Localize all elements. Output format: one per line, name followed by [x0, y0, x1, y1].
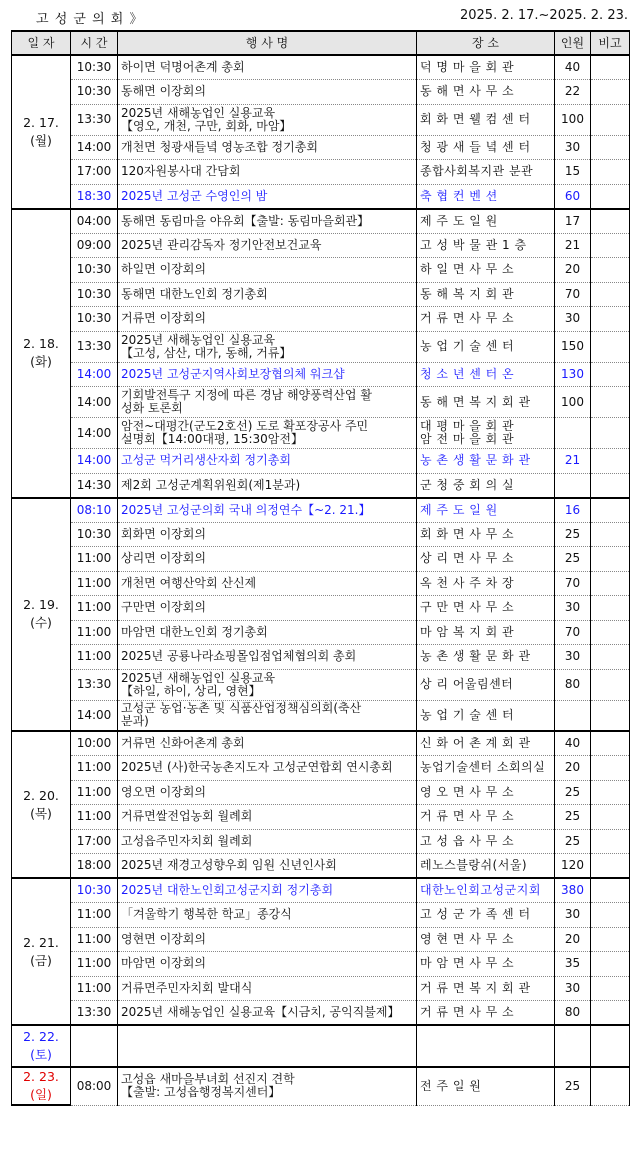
note-cell	[591, 307, 630, 332]
note-cell	[591, 498, 630, 523]
count-cell: 17	[555, 209, 591, 234]
place-cell: 레노스블랑쉬(서울)	[417, 854, 555, 879]
count-cell: 80	[555, 669, 591, 700]
event-cell: 2025년 고성군의회 국내 의정연수【~2. 21.】	[118, 498, 417, 523]
date-cell: 2. 22. (토)	[12, 1025, 71, 1067]
count-cell	[555, 700, 591, 731]
place-cell: 신 화 어 촌 계 회 관	[417, 731, 555, 756]
count-cell: 130	[555, 362, 591, 387]
table-row	[12, 731, 630, 756]
table-row	[12, 449, 630, 474]
note-cell	[591, 160, 630, 185]
time-cell: 11:00	[71, 903, 118, 928]
place-cell: 고 성 군 가 족 센 터	[417, 903, 555, 928]
note-cell	[591, 976, 630, 1001]
place-cell: 고 성 박 물 관 1 층	[417, 233, 555, 258]
note-cell	[591, 952, 630, 977]
event-cell: 2025년 고성군 수영인의 밤	[118, 184, 417, 209]
place-cell: 청 광 새 들 녘 센 터	[417, 135, 555, 160]
count-cell: 120	[555, 854, 591, 879]
table-row	[12, 854, 630, 879]
note-cell	[591, 258, 630, 283]
place-cell: 거 류 면 사 무 소	[417, 1001, 555, 1026]
note-cell	[591, 418, 630, 449]
time-cell: 10:30	[71, 307, 118, 332]
time-cell: 11:00	[71, 620, 118, 645]
time-cell: 10:30	[71, 878, 118, 903]
table-row	[12, 387, 630, 418]
note-cell	[591, 620, 630, 645]
time-cell: 11:00	[71, 952, 118, 977]
date-cell: 2. 17. (월)	[12, 55, 71, 209]
date-cell: 2. 18. (화)	[12, 209, 71, 498]
event-cell: 고성군 먹거리생산자회 정기총회	[118, 449, 417, 474]
event-cell: 거류면쌀전업농회 월례회	[118, 805, 417, 830]
table-row	[12, 522, 630, 547]
note-cell	[591, 669, 630, 700]
place-cell: 축 협 컨 벤 션	[417, 184, 555, 209]
table-row	[12, 282, 630, 307]
event-cell: 하이면 덕명어촌계 총회	[118, 55, 417, 80]
note-cell	[591, 233, 630, 258]
table-row	[12, 756, 630, 781]
count-cell: 25	[555, 522, 591, 547]
note-cell	[591, 571, 630, 596]
time-cell: 10:30	[71, 522, 118, 547]
event-cell: 거류면 이장회의	[118, 307, 417, 332]
event-cell: 2025년 재경고성향우회 임원 신년인사회	[118, 854, 417, 879]
count-cell: 30	[555, 903, 591, 928]
count-cell	[555, 473, 591, 498]
time-cell: 11:00	[71, 927, 118, 952]
event-cell: 동해면 이장회의	[118, 80, 417, 105]
time-cell: 14:00	[71, 387, 118, 418]
table-row	[12, 1001, 630, 1026]
note-cell	[591, 805, 630, 830]
event-cell: 「겨울학기 행복한 학교」종강식	[118, 903, 417, 928]
place-cell: 거 류 면 사 무 소	[417, 307, 555, 332]
count-cell: 30	[555, 135, 591, 160]
table-row	[12, 55, 630, 80]
event-cell: 제2회 고성군계획위원회(제1분과)	[118, 473, 417, 498]
event-cell: 암전~대평간(군도2호선) 도로 확포장공사 주민 설명회【14:00대평, 15:30암전】	[118, 418, 417, 449]
time-cell: 04:00	[71, 209, 118, 234]
note-cell	[591, 645, 630, 670]
note-cell	[591, 854, 630, 879]
note-cell	[591, 135, 630, 160]
table-row	[12, 878, 630, 903]
time-cell: 10:00	[71, 731, 118, 756]
count-cell: 100	[555, 387, 591, 418]
event-cell: 동해면 대한노인회 정기총회	[118, 282, 417, 307]
place-cell: 대한노인회고성군지회	[417, 878, 555, 903]
place-cell: 상 리 어울림센터	[417, 669, 555, 700]
event-cell: 고성읍주민자치회 월례회	[118, 829, 417, 854]
column-header-time: 시 간	[71, 31, 118, 55]
event-cell: 2025년 대한노인회고성군지회 정기총회	[118, 878, 417, 903]
table-row	[12, 547, 630, 572]
note-cell	[591, 780, 630, 805]
count-cell: 70	[555, 282, 591, 307]
count-cell: 70	[555, 620, 591, 645]
time-cell: 14:00	[71, 449, 118, 474]
place-cell: 영 오 면 사 무 소	[417, 780, 555, 805]
count-cell: 30	[555, 307, 591, 332]
table-row	[12, 418, 630, 449]
schedule-period: 2025. 2. 17.~2025. 2. 23.	[459, 8, 628, 23]
count-cell: 60	[555, 184, 591, 209]
place-cell: 청 소 년 센 터 온	[417, 362, 555, 387]
column-header-note: 비고	[591, 31, 630, 55]
count-cell	[555, 1025, 591, 1067]
count-cell	[555, 418, 591, 449]
count-cell: 150	[555, 331, 591, 362]
place-cell: 대 평 마 을 회 관 암 전 마 을 회 관	[417, 418, 555, 449]
note-cell	[591, 547, 630, 572]
column-header-date: 일 자	[12, 31, 71, 55]
place-cell: 마 암 복 지 회 관	[417, 620, 555, 645]
time-cell: 11:00	[71, 805, 118, 830]
table-row	[12, 209, 630, 234]
event-cell: 마암면 이장회의	[118, 952, 417, 977]
schedule-table	[11, 30, 630, 1106]
table-row	[12, 571, 630, 596]
count-cell: 20	[555, 927, 591, 952]
table-row	[12, 331, 630, 362]
count-cell: 16	[555, 498, 591, 523]
event-cell: 영오면 이장회의	[118, 780, 417, 805]
date-cell: 2. 21. (금)	[12, 878, 71, 1025]
table-row	[12, 976, 630, 1001]
time-cell: 10:30	[71, 80, 118, 105]
date-cell: 2. 20. (목)	[12, 731, 71, 878]
event-cell: 동해면 동림마을 야유회【출발: 동림마을회관】	[118, 209, 417, 234]
count-cell: 20	[555, 258, 591, 283]
column-header-count: 인원	[555, 31, 591, 55]
event-cell: 2025년 새해농업인 실용교육 【영오, 개천, 구만, 회화, 마암】	[118, 104, 417, 135]
event-cell: 영현면 이장회의	[118, 927, 417, 952]
table-row	[12, 362, 630, 387]
count-cell: 380	[555, 878, 591, 903]
note-cell	[591, 184, 630, 209]
event-cell: 120자원봉사대 간담회	[118, 160, 417, 185]
table-row	[12, 80, 630, 105]
table-row	[12, 669, 630, 700]
note-cell	[591, 903, 630, 928]
time-cell: 11:00	[71, 547, 118, 572]
event-cell: 2025년 공룡나라쇼핑몰입점업체협의회 총회	[118, 645, 417, 670]
time-cell: 11:00	[71, 976, 118, 1001]
place-cell: 마 암 면 사 무 소	[417, 952, 555, 977]
time-cell: 14:00	[71, 135, 118, 160]
note-cell	[591, 1025, 630, 1067]
note-cell	[591, 362, 630, 387]
time-cell: 14:00	[71, 418, 118, 449]
place-cell: 구 만 면 사 무 소	[417, 596, 555, 621]
count-cell: 70	[555, 571, 591, 596]
table-row	[12, 829, 630, 854]
time-cell: 09:00	[71, 233, 118, 258]
count-cell: 22	[555, 80, 591, 105]
place-cell: 제 주 도 일 원	[417, 209, 555, 234]
table-row	[12, 498, 630, 523]
place-cell: 농업기술센터 소회의실	[417, 756, 555, 781]
event-cell: 2025년 (사)한국농촌지도자 고성군연합회 연시총회	[118, 756, 417, 781]
table-row	[12, 233, 630, 258]
table-row	[12, 307, 630, 332]
table-row	[12, 620, 630, 645]
table-row	[12, 780, 630, 805]
note-cell	[591, 387, 630, 418]
event-cell: 하일면 이장회의	[118, 258, 417, 283]
time-cell: 14:30	[71, 473, 118, 498]
place-cell: 농 촌 생 활 문 화 관	[417, 449, 555, 474]
time-cell	[71, 1025, 118, 1067]
note-cell	[591, 927, 630, 952]
count-cell: 35	[555, 952, 591, 977]
count-cell: 25	[555, 805, 591, 830]
place-cell: 고 성 읍 사 무 소	[417, 829, 555, 854]
note-cell	[591, 596, 630, 621]
event-cell: 거류면주민자치회 발대식	[118, 976, 417, 1001]
table-row	[12, 1067, 630, 1105]
time-cell: 13:30	[71, 669, 118, 700]
time-cell: 11:00	[71, 645, 118, 670]
place-cell: 상 리 면 사 무 소	[417, 547, 555, 572]
event-cell: 2025년 새해농업인 실용교육 【하일, 하이, 상리, 영현】	[118, 669, 417, 700]
table-row	[12, 952, 630, 977]
event-cell: 2025년 관리감독자 정기안전보건교육	[118, 233, 417, 258]
time-cell: 13:30	[71, 1001, 118, 1026]
count-cell: 25	[555, 547, 591, 572]
place-cell: 제 주 도 일 원	[417, 498, 555, 523]
column-header-event: 행 사 명	[118, 31, 417, 55]
time-cell: 11:00	[71, 756, 118, 781]
count-cell: 30	[555, 976, 591, 1001]
count-cell: 25	[555, 780, 591, 805]
table-row	[12, 903, 630, 928]
note-cell	[591, 209, 630, 234]
count-cell: 21	[555, 233, 591, 258]
place-cell: 농 업 기 술 센 터	[417, 331, 555, 362]
time-cell: 18:00	[71, 854, 118, 879]
time-cell: 11:00	[71, 780, 118, 805]
event-cell: 2025년 새해농업인 실용교육 【고성, 삼산, 대가, 동해, 거류】	[118, 331, 417, 362]
time-cell: 14:00	[71, 362, 118, 387]
time-cell: 08:10	[71, 498, 118, 523]
column-header-place: 장 소	[417, 31, 555, 55]
note-cell	[591, 878, 630, 903]
time-cell: 17:00	[71, 160, 118, 185]
place-cell: 회 화 면 웰 컴 센 터	[417, 104, 555, 135]
event-cell: 2025년 고성군지역사회보장협의체 워크샵	[118, 362, 417, 387]
note-cell	[591, 1067, 630, 1105]
table-row	[12, 473, 630, 498]
date-cell: 2. 23. (일)	[12, 1067, 71, 1105]
note-cell	[591, 829, 630, 854]
time-cell: 13:30	[71, 104, 118, 135]
place-cell: 거 류 면 복 지 회 관	[417, 976, 555, 1001]
count-cell: 30	[555, 645, 591, 670]
time-cell: 10:30	[71, 55, 118, 80]
note-cell	[591, 449, 630, 474]
note-cell	[591, 731, 630, 756]
note-cell	[591, 282, 630, 307]
note-cell	[591, 756, 630, 781]
note-cell	[591, 80, 630, 105]
table-row	[12, 184, 630, 209]
count-cell: 25	[555, 1067, 591, 1105]
time-cell: 17:00	[71, 829, 118, 854]
time-cell: 10:30	[71, 258, 118, 283]
place-cell: 회 화 면 사 무 소	[417, 522, 555, 547]
place-cell: 덕 명 마 을 회 관	[417, 55, 555, 80]
place-cell: 옥 천 사 주 차 장	[417, 571, 555, 596]
count-cell: 20	[555, 756, 591, 781]
table-row	[12, 1025, 630, 1067]
event-cell: 기회발전특구 지정에 따른 경남 해양풍력산업 활 성화 토론회	[118, 387, 417, 418]
event-cell: 2025년 새해농업인 실용교육【시금치, 공익직불제】	[118, 1001, 417, 1026]
place-cell: 동 해 복 지 회 관	[417, 282, 555, 307]
time-cell: 11:00	[71, 596, 118, 621]
count-cell: 21	[555, 449, 591, 474]
council-title: 고 성 군 의 회 》	[36, 12, 144, 27]
count-cell: 25	[555, 829, 591, 854]
table-row	[12, 160, 630, 185]
table-row	[12, 645, 630, 670]
note-cell	[591, 331, 630, 362]
place-cell: 동 해 면 복 지 회 관	[417, 387, 555, 418]
place-cell: 동 해 면 사 무 소	[417, 80, 555, 105]
table-header-row	[12, 31, 630, 55]
event-cell: 고성군 농업·농촌 및 식품산업정책심의회(축산 분과)	[118, 700, 417, 731]
place-cell	[417, 1025, 555, 1067]
time-cell: 11:00	[71, 571, 118, 596]
count-cell: 15	[555, 160, 591, 185]
note-cell	[591, 55, 630, 80]
count-cell: 100	[555, 104, 591, 135]
note-cell	[591, 104, 630, 135]
date-cell: 2. 19. (수)	[12, 498, 71, 732]
table-row	[12, 258, 630, 283]
time-cell: 08:00	[71, 1067, 118, 1105]
table-row	[12, 805, 630, 830]
count-cell: 80	[555, 1001, 591, 1026]
count-cell: 40	[555, 55, 591, 80]
note-cell	[591, 473, 630, 498]
table-row	[12, 927, 630, 952]
note-cell	[591, 700, 630, 731]
place-cell: 종합사회복지관 분관	[417, 160, 555, 185]
event-cell: 개천면 청광새들녘 영농조합 정기총회	[118, 135, 417, 160]
time-cell: 18:30	[71, 184, 118, 209]
table-row	[12, 135, 630, 160]
place-cell: 농 촌 생 활 문 화 관	[417, 645, 555, 670]
place-cell: 하 일 면 사 무 소	[417, 258, 555, 283]
place-cell: 농 업 기 술 센 터	[417, 700, 555, 731]
event-cell: 고성읍 새마을부녀회 선진지 견학 【출발: 고성읍행정복지센터】	[118, 1067, 417, 1105]
time-cell: 14:00	[71, 700, 118, 731]
count-cell: 30	[555, 596, 591, 621]
place-cell: 거 류 면 사 무 소	[417, 805, 555, 830]
table-row	[12, 700, 630, 731]
time-cell: 10:30	[71, 282, 118, 307]
event-cell: 거류면 신화어촌계 총회	[118, 731, 417, 756]
schedule-body	[12, 55, 630, 1105]
event-cell: 구만면 이장회의	[118, 596, 417, 621]
event-cell	[118, 1025, 417, 1067]
place-cell: 전 주 일 원	[417, 1067, 555, 1105]
table-row	[12, 104, 630, 135]
event-cell: 개천면 여행산악회 산신제	[118, 571, 417, 596]
event-cell: 마암면 대한노인회 정기총회	[118, 620, 417, 645]
event-cell: 회화면 이장회의	[118, 522, 417, 547]
table-row	[12, 596, 630, 621]
time-cell: 13:30	[71, 331, 118, 362]
event-cell: 상리면 이장회의	[118, 547, 417, 572]
place-cell: 군 청 중 회 의 실	[417, 473, 555, 498]
count-cell: 40	[555, 731, 591, 756]
note-cell	[591, 522, 630, 547]
note-cell	[591, 1001, 630, 1026]
place-cell: 영 현 면 사 무 소	[417, 927, 555, 952]
